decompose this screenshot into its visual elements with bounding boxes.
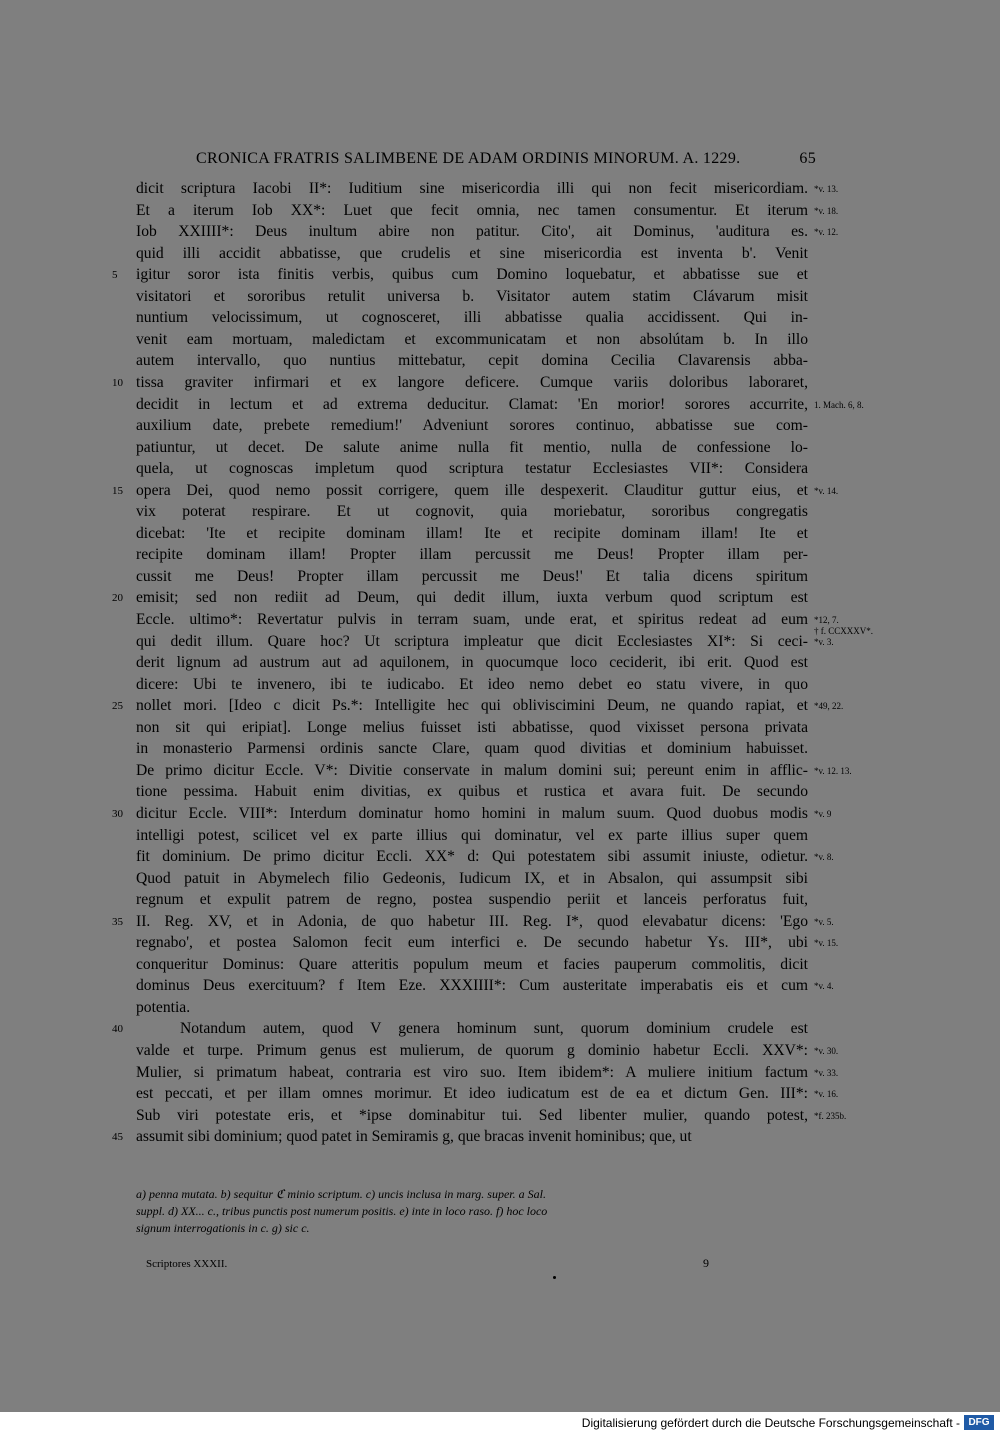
text-line: venit eam mortuam, maledictam et excommunicatam et non absolútam b. In illo (136, 330, 808, 348)
text-line: dicitur Eccle. VIII*: Interdum dominatur homo homini in malum suum. Quod duobus modis (136, 804, 808, 822)
text-line: nollet mori. [Ideo c dicit Ps.*: Intelligite hec qui obliviscimini Deum, ne quando rapiat, et (136, 697, 808, 715)
line-number: 45 (112, 1131, 123, 1144)
text-line: valde et turpe. Primum genus est mulierum, de quorum g dominio habetur Eccli. XXV*: (136, 1042, 808, 1059)
text-line: autem intervallo, quo nuntius mittebatur, cepit domina Cecilia Clavarensis abba- (136, 352, 808, 370)
text-line: Quod patuit in Abymelech filio Gedeonis, Iudicum IX, et in Absalon, qui assumpsit sibi (136, 869, 808, 887)
text-line: derit lignum ad austrum aut ad aquilonem, in quocumque loco ceciderit, ibi erit. Quod est (136, 654, 808, 672)
text-line: conqueritur Dominus: Quare atteritis populum meum et facies pauperum commolitis, dicit (136, 955, 808, 973)
running-header (196, 150, 816, 168)
text-line: visitatori et sororibus retulit universa b. Visitator autem statim Clávarum misit (136, 287, 808, 305)
text-line: decidit in lectum et ad extrema deducitur. Clamat: 'En morior! sorores accurrite, (136, 395, 808, 413)
text-line: Mulier, si primatum habeat, contraria est viro suo. Item ibidem*: A muliere initium factum (136, 1063, 808, 1081)
text-line: non sit qui eripiat]. Longe melius fuisset isti abbatisse, quod vixisset persona privata (136, 718, 808, 736)
text-line: regnum et expulit patrem de regno, postea suspendio periit et lanceis perforatus fuit, (136, 891, 808, 909)
text-line: patiuntur, ut decet. De salute anime nulla fit mentio, nulla de confessione lo- (136, 438, 808, 456)
margin-reference: *v. 8. (814, 852, 834, 863)
text-line: dicebat: 'Ite et recipite dominam illam! Ite et recipite dominam illam! Ite et (136, 524, 808, 542)
margin-reference: *v. 16. (814, 1089, 839, 1100)
text-line: recipite dominam illam! Propter illam percussit me Deus! Propter illam per- (136, 546, 808, 564)
margin-reference: *v. 13. (814, 184, 839, 194)
text-line: Sub viri potestate eris, et *ipse dominabitur tui. Sed libenter mulier, quando potest, (136, 1106, 808, 1124)
text-line: fit dominium. De primo dicitur Eccli. XX* d: Qui potestatem sibi assumit iniuste, odietur. (136, 848, 808, 866)
text-line: opera Dei, quod nemo possit corrigere, quem ille despexerit. Clauditur guttur eius, et (136, 481, 808, 499)
text-line: igitur soror ista finitis verbis, quibus cum Domino loquebatur, et abbatisse sue et (136, 266, 808, 284)
line-number: 35 (112, 915, 123, 928)
text-line: De primo dicitur Eccle. V*: Divitie conservate in malum domini sui; pereunt enim in afflic- (136, 761, 808, 779)
page-number: 65 (799, 150, 816, 167)
text-line: cussit me Deus! Propter illam percussit me Deus!' Et talia dicens spiritum (136, 567, 808, 585)
margin-reference: † f. CCXXXV*. (814, 625, 874, 636)
credit-text: Digitalisierung gefördert durch die Deutsche Forschungsgemeinschaft - (581, 1416, 960, 1430)
text-line: tissa graviter infirmari et ex langore deficere. Cumque variis doloribus laboraret, (136, 373, 808, 391)
text-line: qui dedit illum. Quare hoc? Ut scriptura impleatur que dicit Ecclesiastes XI*: Si ceci- (136, 632, 808, 650)
text-line: intelligi potest, scilicet vel ex parte illius qui dominatur, vel ex parte illius super quem (136, 826, 808, 844)
text-line: dicit scriptura Iacobi II*: Iuditium sine misericordia illi qui non fecit misericordiam. (136, 180, 808, 197)
margin-reference: *v. 30. (814, 1046, 839, 1056)
margin-reference: *v. 3. (814, 636, 834, 647)
text-line: Et a iterum Iob XX*: Luet que fecit omnia, nec tamen consumentur. Et iterum (136, 201, 808, 219)
margin-reference: *v. 4. (814, 981, 834, 992)
credit-bar (0, 1412, 1000, 1434)
text-line: Iob XXIIII*: Deus inultum abire non patitur. Cito', ait Dominus, 'auditura es. (136, 223, 808, 241)
footnote-line: suppl. d) XX... c., tribus punctis post numerum positis. e) inte in loco raso. f) hoc loco (136, 1204, 548, 1218)
margin-reference: *v. 9 (814, 808, 832, 819)
text-line: Eccle. ultimo*: Revertatur pulvis in terram suam, unde erat, et spiritus redeat ad eum (136, 611, 808, 628)
line-number: 5 (112, 269, 118, 282)
text-line: Notandum autem, quod V genera hominum sunt, quorum dominium crudele est (180, 1020, 808, 1038)
margin-reference: *v. 5. (814, 916, 834, 927)
ink-dot (553, 1276, 556, 1279)
text-line: in monasterio Parmensi ordinis sancte Clare, quam quod divitias et dominium habuisset. (136, 740, 808, 758)
line-number: 30 (112, 807, 123, 820)
text-line: tione pessima. Habuit enim divitias, ex quibus et rustica et avara fuit. De secundo (136, 783, 808, 801)
text-line: dicere: Ubi te invenero, ibi te iudicabo. Et ideo nemo debet eo statu vivere, in quo (136, 675, 808, 693)
margin-reference: *v. 15. (814, 938, 839, 949)
footnote-line: a) penna mutata. b) sequitur ℭ minio scriptum. c) uncis inclusa in marg. super. a Sal. (136, 1187, 546, 1201)
text-line: assumit sibi dominium; quod patet in Semiramis g, que bracas invenit hominibus; que, ut (136, 1128, 692, 1146)
margin-reference: 1. Mach. 6, 8. (814, 399, 864, 410)
margin-reference: *12, 7. (814, 615, 839, 625)
footnote-line: signum interrogationis in c. g) sic c. (136, 1221, 310, 1235)
text-line: auxilium date, prebete remedium!' Adveniunt sorores continuo, abbatisse sue com- (136, 417, 808, 435)
margin-reference: *v. 33. (814, 1067, 839, 1078)
dfg-logo: DFG (964, 1415, 994, 1430)
text-line: II. Reg. XV, et in Adonia, de quo habetur III. Reg. I*, quod elevabatur dicens: 'Ego (136, 912, 808, 930)
margin-reference: *f. 235b. (814, 1110, 847, 1121)
text-line: nuntium velocissimum, ut cognosceret, illi abbatisse qualia accidissent. Qui in- (136, 309, 808, 327)
text-line: emisit; sed non rediit ad Deum, qui dedit illum, iuxta verbum quod scriptum est (136, 589, 808, 607)
margin-reference: *v. 18. (814, 205, 839, 216)
line-number: 40 (112, 1023, 123, 1036)
running-title: CRONICA FRATRIS SALIMBENE DE ADAM ORDINIS MINORUM. A. 1229. (196, 150, 741, 167)
margin-reference: *v. 12. (814, 227, 839, 238)
text-line: regnabo', et postea Salomon fecit eum interfici e. De secundo habetur Ys. III*, ubi (136, 934, 808, 952)
line-number: 25 (112, 700, 123, 713)
line-number: 15 (112, 484, 123, 497)
text-line: potentia. (136, 998, 191, 1016)
line-number: 10 (112, 376, 123, 389)
text-line: quid illi accidit abbatisse, que crudelis et sine misericordia est inventa b'. Venit (136, 244, 808, 262)
margin-reference: *49, 22. (814, 701, 844, 712)
text-line: est peccati, et per illam omnes morimur. Et ideo iudicatum est de ea et dictum Gen. III*: (136, 1085, 808, 1103)
printer-signature: Scriptores XXXII. (146, 1258, 228, 1270)
text-line: quela, ut cognoscas impletum quod scriptura testatur Ecclesiastes VII*: Considera (136, 460, 808, 478)
margin-reference: *v. 12. 13. (814, 765, 852, 776)
line-number: 20 (112, 592, 123, 605)
margin-reference: *v. 14. (814, 485, 839, 496)
text-line: vix poterat respirare. Et ut cognovit, quia moriebatur, sororibus congregatis (136, 503, 808, 521)
signature-mark: 9 (703, 1256, 709, 1270)
text-line: dominus Deus exercituum? f Item Eze. XXXIIII*: Cum austeritate imperabatis eis et cum (136, 977, 808, 995)
